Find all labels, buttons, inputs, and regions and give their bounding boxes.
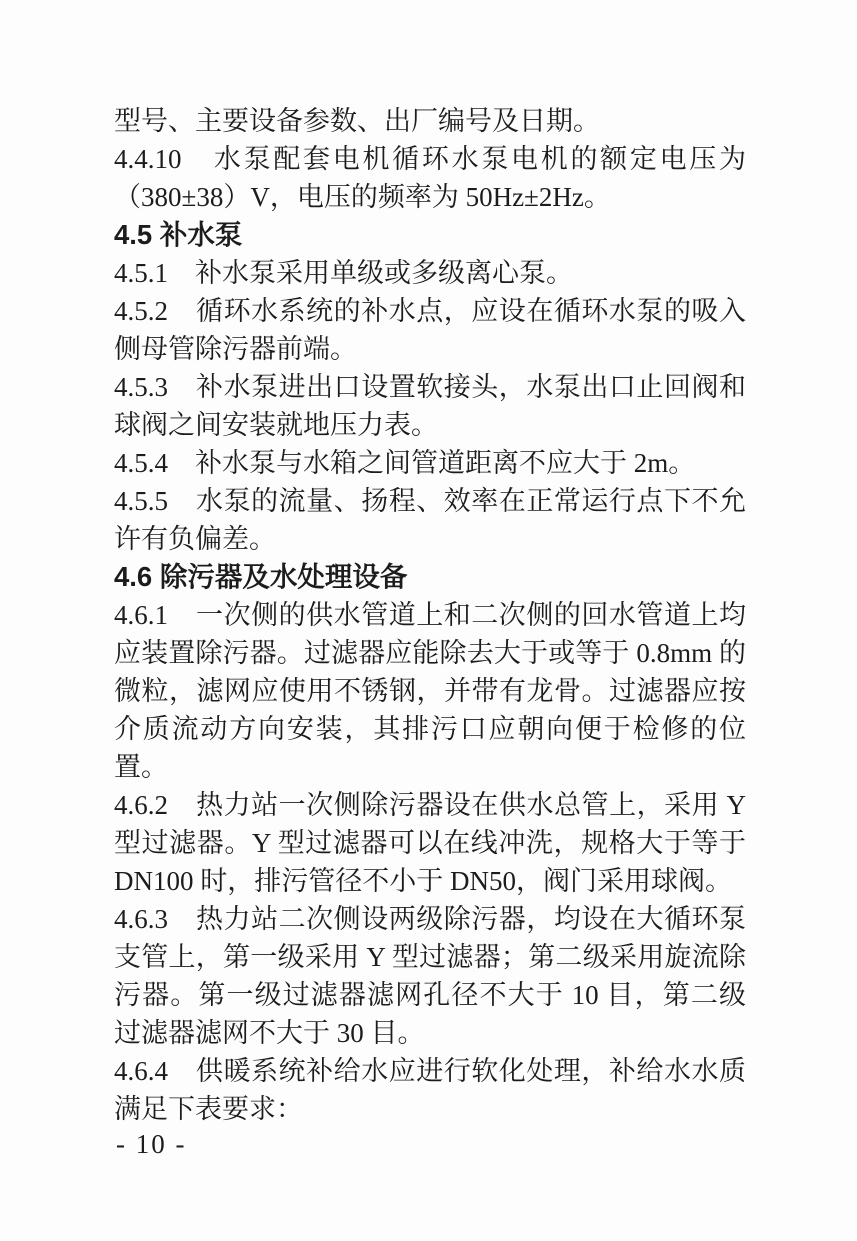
paragraph: 4.5.1 补水泵采用单级或多级离心泵。	[114, 258, 573, 288]
paragraph: 4.4.10 水泵配套电机循环水泵电机的额定电压为（380±38）V，电压的频率为 50Hz±2Hz。	[114, 144, 746, 212]
paragraph: 型号、主要设备参数、出厂编号及日期。	[114, 106, 600, 136]
page-number: - 10 -	[116, 1129, 187, 1159]
paragraph: 4.6.2 热力站一次侧除污器设在供水总管上，采用 Y 型过滤器。Y 型过滤器可以在线冲洗，规格大于等于 DN100 时，排污管径不小于 DN50，阀门采用球阀。	[114, 790, 746, 896]
section-heading: 4.5 补水泵	[114, 219, 243, 250]
paragraph: 4.5.4 补水泵与水箱之间管道距离不应大于 2m。	[114, 448, 696, 478]
paragraph: 4.5.5 水泵的流量、扬程、效率在正常运行点下不允许有负偏差。	[114, 486, 746, 554]
paragraph: 4.5.2 循环水系统的补水点，应设在循环水泵的吸入侧母管除污器前端。	[114, 296, 746, 364]
paragraph: 4.6.1 一次侧的供水管道上和二次侧的回水管道上均应装置除污器。过滤器应能除去大于或等于 0.8mm 的微粒，滤网应使用不锈钢，并带有龙骨。过滤器应按介质流动方向安装，其排污口应朝向便于检修的位置。	[114, 600, 746, 782]
paragraph: 4.5.3 补水泵进出口设置软接头，水泵出口止回阀和球阀之间安装就地压力表。	[114, 372, 746, 440]
paragraph: 4.6.4 供暖系统补给水应进行软化处理，补给水水质满足下表要求：	[114, 1056, 746, 1124]
document-body	[114, 102, 746, 1128]
paragraph: 4.6.3 热力站二次侧设两级除污器，均设在大循环泵支管上，第一级采用 Y 型过滤器；第二级采用旋流除污器。第一级过滤器滤网孔径不大于 10 目，第二级过滤器滤网不大于 30 目。	[114, 904, 746, 1048]
section-heading: 4.6 除污器及水处理设备	[114, 561, 408, 592]
